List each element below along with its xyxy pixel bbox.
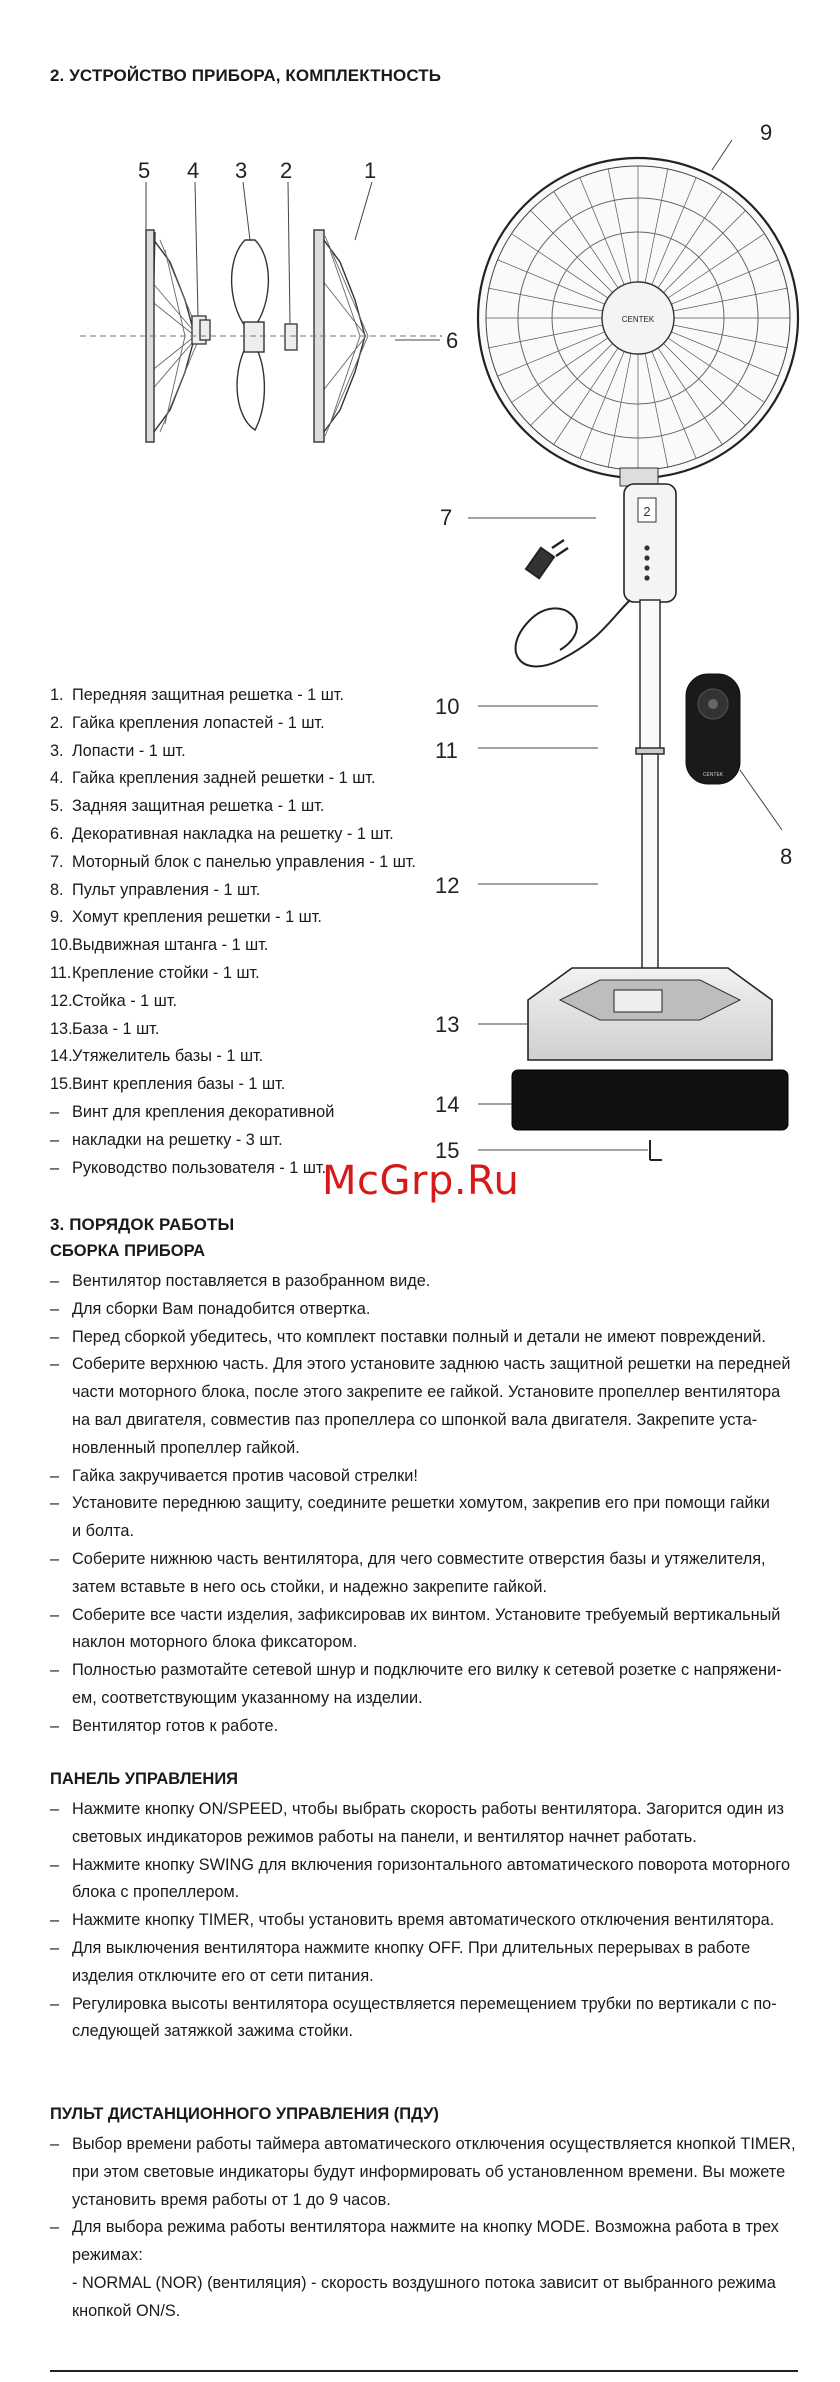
panel-item-line: изделия отключите его от сети питания. (72, 1966, 374, 1985)
assembly-item (50, 1324, 798, 1352)
parts-list-item (50, 849, 450, 877)
panel-item-line: – Нажмите кнопку SWING для включения горизонтального автоматического поворота моторного (72, 1855, 791, 1874)
panel-item (50, 1796, 798, 1852)
remote-control (686, 674, 740, 784)
fan-blades-exploded (232, 240, 269, 430)
panel-item-line: – Для выключения вентилятора нажмите кнопку OFF. При длительных перерывах в работе (72, 1938, 751, 1957)
blade-nut (285, 324, 297, 350)
assembly-item (50, 1546, 798, 1602)
panel-title: ПАНЕЛЬ УПРАВЛЕНИЯ (50, 1770, 239, 1788)
parts-item-number: – (50, 1130, 60, 1149)
parts-list-item (50, 821, 450, 849)
assembly-item (50, 1351, 798, 1462)
panel-item (50, 1935, 798, 1991)
assembly-item-line: затем вставьте в него ось стойки, и надежно закрепите гайкой. (72, 1577, 547, 1596)
parts-item-text: накладки на решетку - 3 шт. (72, 1130, 283, 1149)
assembly-item-line: – Вентилятор поставляется в разобранном виде. (72, 1272, 431, 1290)
panel-item (50, 1852, 798, 1908)
panel-item (50, 1907, 798, 1935)
parts-item-text: Крепление стойки - 1 шт. (72, 963, 260, 982)
parts-list-item (50, 932, 450, 960)
parts-item-number: 9. (50, 908, 64, 927)
assembly-item-line: новленный пропеллер гайкой. (72, 1438, 300, 1457)
svg-text:CENTEK: CENTEK (702, 772, 724, 778)
parts-item-number: 5. (50, 797, 64, 816)
remote-item-line: режимах: (72, 2246, 143, 2265)
parts-list-item (50, 682, 450, 710)
remote-item-line: кнопкой ON/S. (72, 2301, 181, 2320)
section-2-title: 2. УСТРОЙСТВО ПРИБОРА, КОМПЛЕКТНОСТЬ (50, 66, 442, 85)
parts-item-text: Декоративная накладка на решетку - 1 шт. (72, 824, 394, 843)
parts-list-item (50, 1071, 450, 1099)
pole (636, 600, 664, 1006)
parts-item-number: 8. (50, 880, 64, 899)
callout-7: 7 (440, 505, 453, 530)
assembly-item-line: наклон моторного блока фиксатором. (72, 1633, 358, 1652)
section-3-title: 3. ПОРЯДОК РАБОТЫ (50, 1215, 235, 1234)
parts-list-item (50, 738, 450, 766)
parts-list-item (50, 988, 450, 1016)
assembly-item (50, 1490, 798, 1546)
callout-15: 15 (435, 1138, 460, 1163)
remote-item-line: – Для выбора режима работы вентилятора нажмите на кнопку MODE. Возможна работа в трех (72, 2218, 779, 2237)
assembly-item (50, 1602, 798, 1658)
parts-item-text: Гайка крепления лопастей - 1 шт. (72, 713, 325, 732)
remote-item (50, 2214, 798, 2325)
parts-list-item (50, 1043, 450, 1071)
parts-item-text: Утяжелитель базы - 1 шт. (72, 1047, 264, 1066)
panel-item-line: – Регулировка высоты вентилятора осуществляется перемещением трубки по вертикали с по- (72, 1994, 777, 2013)
assembly-item-line: – Полностью размотайте сетевой шнур и подключите его вилку к сетевой розетке с напряжени- (72, 1661, 782, 1680)
parts-list-item (50, 904, 450, 932)
parts-item-number: 2. (50, 713, 64, 732)
remote-item-line: при этом световые индикаторы будут информировать об установленном времени. Вы можете (72, 2162, 786, 2181)
callout-4: 4 (187, 158, 200, 183)
parts-item-number: 6. (50, 824, 64, 843)
parts-item-number: 13. (50, 1019, 73, 1038)
callout-8: 8 (780, 844, 793, 869)
parts-item-text: Винт для крепления декоративной (72, 1102, 335, 1121)
remote-item (50, 2131, 798, 2214)
parts-item-text: Руководство пользователя - 1 шт. (72, 1158, 327, 1177)
parts-item-text: Передняя защитная решетка - 1 шт. (72, 686, 344, 704)
panel-item-line: следующей затяжкой зажима стойки. (72, 2022, 353, 2041)
panel-item (50, 1991, 798, 2047)
parts-item-text: Стойка - 1 шт. (72, 991, 178, 1010)
assembly-item (50, 1713, 798, 1741)
parts-list-item (50, 793, 450, 821)
assembly-item-line: и болта. (72, 1522, 134, 1541)
bottom-rule (50, 2370, 798, 2372)
callout-2: 2 (280, 158, 293, 183)
parts-item-text: База - 1 шт. (72, 1019, 160, 1038)
parts-list-item (50, 877, 450, 905)
assembly-item-line: – Соберите нижнюю часть вентилятора, для чего совместите отверстия базы и утяжелителя, (72, 1549, 766, 1568)
fan-base (512, 968, 788, 1160)
svg-text:2: 2 (643, 504, 651, 519)
parts-item-number: 12. (50, 991, 73, 1010)
fan-head (478, 158, 798, 478)
parts-list-item (50, 710, 450, 738)
parts-item-number: – (50, 1102, 60, 1121)
assembly-item-line: – Соберите верхнюю часть. Для этого установите заднюю часть защитной решетки на передней (72, 1355, 791, 1374)
parts-item-number: 1. (50, 686, 64, 704)
assembly-item (50, 1268, 798, 1296)
power-cord (516, 540, 630, 666)
parts-item-text: Пульт управления - 1 шт. (72, 880, 261, 899)
rear-grille-nut (192, 316, 210, 344)
assembly-item-line: – Перед сборкой убедитесь, что комплект поставки полный и детали не имеют повреждений. (72, 1327, 766, 1346)
panel-item-line: – Нажмите кнопку TIMER, чтобы установить время автоматического отключения вентилятора. (72, 1911, 775, 1930)
callout-1: 1 (364, 158, 377, 183)
assembly-item-line: на вал двигателя, совместив паз пропеллера со шпонкой вала двигателя. Закрепите уста- (72, 1410, 758, 1429)
parts-item-text: Лопасти - 1 шт. (72, 741, 186, 760)
assembly-item-line: ем, соответствующим указанному на изделии. (72, 1688, 423, 1707)
callout-6: 6 (446, 328, 459, 353)
callout-14: 14 (435, 1092, 460, 1117)
remote-item-line: установить время работы от 1 до 9 часов. (72, 2190, 391, 2209)
parts-item-number: 15. (50, 1075, 73, 1094)
callout-13: 13 (435, 1012, 460, 1037)
motor-block (620, 468, 676, 602)
parts-item-text: Гайка крепления задней решетки - 1 шт. (72, 769, 376, 788)
parts-item-text: Задняя защитная решетка - 1 шт. (72, 797, 325, 816)
assembly-item-line: – Установите переднюю защиту, соедините решетки хомутом, закрепив его при помощи гайки (72, 1494, 770, 1513)
brand-label: CENTEK (621, 315, 655, 324)
assembly-item (50, 1296, 798, 1324)
callout-11: 11 (435, 738, 458, 763)
parts-item-number: – (50, 1158, 60, 1177)
assembly-item (50, 1463, 798, 1491)
remote-item-line: – Выбор времени работы таймера автоматического отключения осуществляется кнопкой TIMER, (72, 2135, 796, 2153)
parts-list-item (50, 960, 450, 988)
parts-item-number: 7. (50, 852, 64, 871)
panel-item-line: – Нажмите кнопку ON/SPEED, чтобы выбрать скорость работы вентилятора. Загорится один из (72, 1800, 784, 1818)
assembly-item-line: – Соберите все части изделия, зафиксировав их винтом. Установите требуемый вертикальный (72, 1605, 781, 1624)
panel-item-line: световых индикаторов режимов работы на панели, и вентилятор начнет работать. (72, 1827, 697, 1846)
remote-item-line: - NORMAL (NOR) (вентиляция) - скорость воздушного потока зависит от выбранного режима (72, 2273, 776, 2292)
callout-5: 5 (138, 158, 151, 183)
callout-9: 9 (760, 120, 773, 145)
parts-item-text: Выдвижная штанга - 1 шт. (72, 936, 269, 955)
assembly-item (50, 1657, 798, 1713)
assembly-item-line: – Вентилятор готов к работе. (72, 1716, 279, 1735)
parts-list (50, 682, 450, 1182)
parts-item-number: 11. (50, 963, 72, 982)
remote-list (50, 2131, 798, 2326)
remote-title: ПУЛЬТ ДИСТАНЦИОННОГО УПРАВЛЕНИЯ (ПДУ) (50, 2105, 439, 2123)
assembly-item-line: – Гайка закручивается против часовой стрелки! (72, 1466, 418, 1485)
parts-item-number: 3. (50, 741, 64, 760)
assembly-item-line: части моторного блока, после этого закрепите ее гайкой. Установите пропеллер вентилятора (72, 1383, 781, 1402)
panel-list (50, 1796, 798, 2046)
parts-list-item (50, 1099, 450, 1127)
parts-item-number: 14. (50, 1047, 73, 1066)
callout-10: 10 (435, 694, 460, 719)
assembly-item-line: – Для сборки Вам понадобится отвертка. (72, 1299, 371, 1318)
parts-list-item (50, 1127, 450, 1155)
panel-item-line: блока с пропеллером. (72, 1883, 240, 1902)
parts-item-text: Винт крепления базы - 1 шт. (72, 1075, 286, 1094)
callout-3: 3 (235, 158, 248, 183)
parts-item-text: Моторный блок с панелью управления - 1 шт. (72, 852, 416, 871)
parts-item-text: Хомут крепления решетки - 1 шт. (72, 908, 322, 927)
parts-list-item (50, 765, 450, 793)
assembly-title: СБОРКА ПРИБОРА (50, 1242, 206, 1260)
assembly-list (50, 1268, 798, 1741)
parts-item-number: 10. (50, 936, 73, 955)
watermark: McGrp.Ru (322, 1158, 520, 1204)
parts-list-item (50, 1016, 450, 1044)
callout-12: 12 (435, 873, 460, 898)
parts-item-number: 4. (50, 769, 64, 788)
